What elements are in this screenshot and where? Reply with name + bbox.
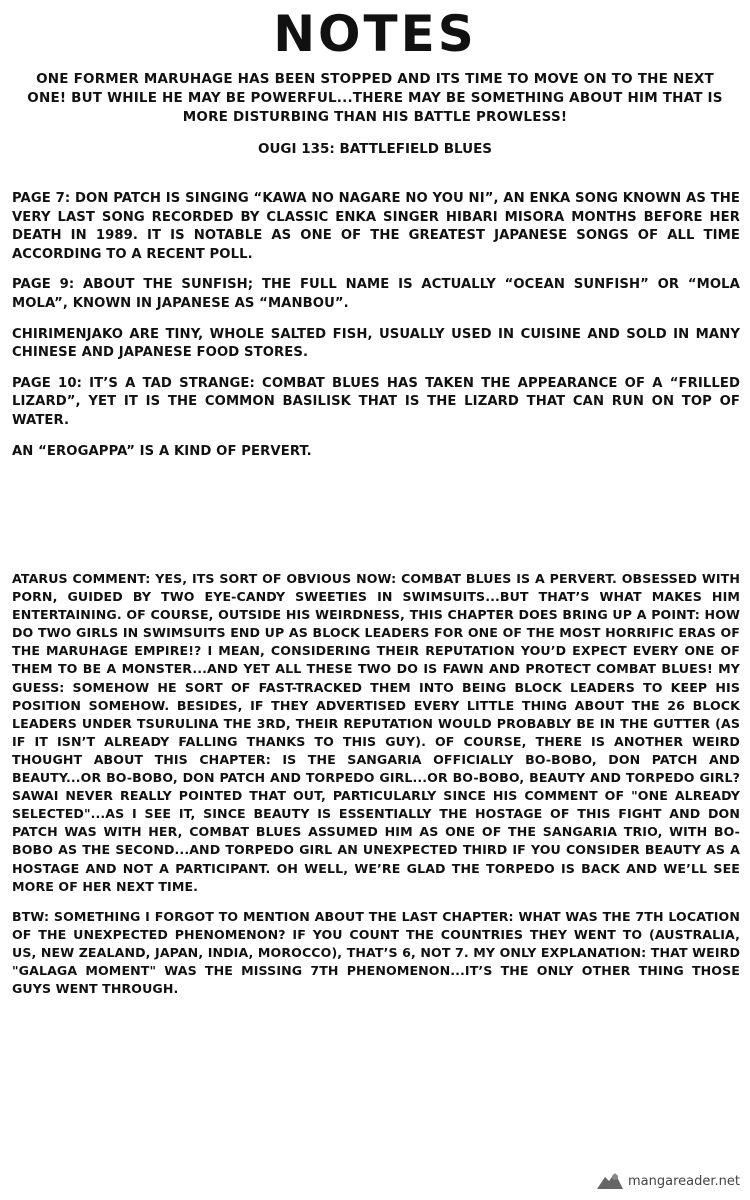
translation-notes xyxy=(12,190,740,473)
watermark-figure-icon xyxy=(595,1171,625,1191)
translator-comment xyxy=(12,570,740,1010)
watermark-text: mangareader.net xyxy=(628,1173,740,1189)
comment-paragraph: ATARUS COMMENT: YES, ITS SORT OF OBVIOUS NOW: COMBAT BLUES IS A PERVERT. OBSESSED WITH PORN, GUIDED BY TWO EYE-CANDY SWEETIES IN SWIMSUITS...BUT THAT’S WHAT MAKES HIM ENTERTAINING. OF COURSE, OUTSIDE HIS WEIRDNESS, THIS CHAPTER DOES BRING UP A POINT: HOW DO TWO GIRLS IN SWIMSUITS END UP AS BLOCK LEADERS FOR ONE OF THE MOST HORRIFIC ERAS OF THE MARUHAGE EMPIRE!? I MEAN, CONSIDERING THEIR REPUTATION YOU’D EXPECT EVERY ONE OF THEM TO BE A MONSTER...AND YET ALL THESE TWO DO IS FAWN AND PROTECT COMBAT BLUES! MY GUESS: SOMEHOW HE SORT OF FAST-TRACKED THEM INTO BEING BLOCK LEADERS TO KEEP HIS POSITION SOMEHOW. BESIDES, IF THEY ADVERTISED EVERY LITTLE THING ABOUT THE 26 BLOCK LEADERS UNDER TSURULINA THE 3RD, THEIR REPUTATION WOULD PROBABLY BE IN THE GUTTER (AS IF IT ISN’T ALREADY FALLING THANKS TO THIS GUY). OF COURSE, THERE IS ANOTHER WEIRD THOUGHT ABOUT THIS CHAPTER: IS THE SANGARIA OFFICIALLY BO-BOBO, DON PATCH AND BEAUTY...OR BO-BOBO, DON PATCH AND TORPEDO GIRL...OR BO-BOBO, BEAUTY AND TORPEDO GIRL? SAWAI NEVER REALLY POINTED THAT OUT, PARTICULARLY SINCE HIS COMMENT OF "ONE ALREADY SELECTED"...AS I SEE IT, SINCE BEAUTY IS ESSENTIALLY THE HOSTAGE OF THIS FIGHT AND DON PATCH WAS WITH HER, COMBAT BLUES ASSUMED HIM AS ONE OF THE SANGARIA TRIO, WITH BO-BOBO AS THE SECOND...AND TORPEDO GIRL AN UNEXPECTED THIRD IF YOU CONSIDER BEAUTY AS A HOSTAGE AND NOT A PARTICIPANT. OH WELL, WE’RE GLAD THE TORPEDO IS BACK AND WE’LL SEE MORE OF HER NEXT TIME. xyxy=(12,571,740,894)
note-page-10: PAGE 10: IT’S A TAD STRANGE: COMBAT BLUES HAS TAKEN THE APPEARANCE OF A “FRILLED LIZARD”, YET IT IS THE COMMON BASILISK THAT IS THE LIZARD THAT CAN RUN ON TOP OF WATER. xyxy=(12,375,740,428)
comment-paragraph-btw: BTW: SOMETHING I FORGOT TO MENTION ABOUT THE LAST CHAPTER: WHAT WAS THE 7TH LOCATION OF THE UNEXPECTED PHENOMENON? IF YOU COUNT THE COUNTRIES THEY WENT TO (AUSTRALIA, US, NEW ZEALAND, JAPAN, INDIA, MOROCCO), THAT’S 6, NOT 7. MY ONLY EXPLANATION: THAT WEIRD "GALAGA MOMENT" WAS THE MISSING 7TH PHENOMENON...IT’S THE ONLY OTHER THING THOSE GUYS WENT THROUGH. xyxy=(12,908,740,997)
intro-text: ONE FORMER MARUHAGE HAS BEEN STOPPED AND ITS TIME TO MOVE ON TO THE NEXT ONE! BUT WHILE HE MAY BE POWERFUL...THERE MAY BE SOMETHING ABOUT HIM THAT IS MORE DISTURBING THAN HIS BATTLE PROWLESS! xyxy=(27,71,723,125)
note-page-7: PAGE 7: DON PATCH IS SINGING “KAWA NO NAGARE NO YOU NI”, AN ENKA SONG KNOWN AS THE VERY LAST SONG RECORDED BY CLASSIC ENKA SINGER HIBARI MISORA MONTHS BEFORE HER DEATH IN 1989. IT IS NOTABLE AS ONE OF THE GREATEST JAPANESE SONGS OF ALL TIME ACCORDING TO A RECENT POLL. xyxy=(12,191,740,262)
page-title: NOTES xyxy=(273,5,477,63)
site-watermark xyxy=(595,1170,740,1192)
note-chirimenjako: CHIRIMENJAKO ARE TINY, WHOLE SALTED FISH, USUALLY USED IN CUISINE AND SOLD IN MANY CHINESE AND JAPANESE FOOD STORES. xyxy=(12,326,740,361)
note-erogappa: AN “EROGAPPA” IS A KIND OF PERVERT. xyxy=(12,443,312,459)
note-page-9: PAGE 9: ABOUT THE SUNFISH; THE FULL NAME IS ACTUALLY “OCEAN SUNFISH” OR “MOLA MOLA”, KNOWN IN JAPANESE AS “MANBOU”. xyxy=(12,277,740,311)
chapter-title: OUGI 135: BATTLEFIELD BLUES xyxy=(257,141,493,157)
